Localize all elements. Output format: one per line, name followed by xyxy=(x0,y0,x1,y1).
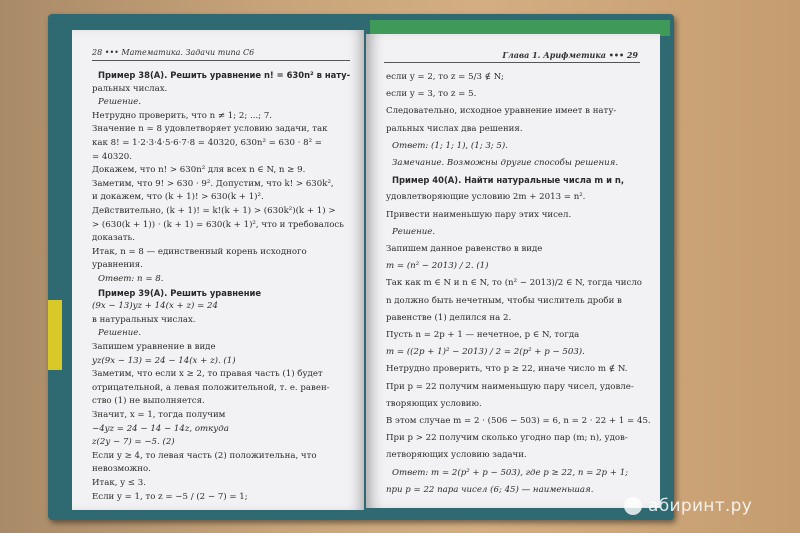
left-page-line: Решение. xyxy=(98,328,142,339)
right-page-line: Нетрудно проверить, что p ≥ 22, иначе число m ∉ N. xyxy=(386,364,628,375)
right-running-header: Глава 1. Арифметика ••• 29 xyxy=(502,50,638,60)
right-page-line: Пусть n = 2p + 1 — нечетное, p ∈ N, тогда xyxy=(386,330,580,340)
right-page-line: m = (n² − 2013) / 2. (1) xyxy=(386,261,489,272)
left-page-line: Значит, x = 1, тогда получим xyxy=(92,410,226,420)
left-page-line: и докажем, что (k + 1)! > 630(k + 1)². xyxy=(92,192,264,203)
left-page-line: в натуральных числах. xyxy=(92,314,196,325)
right-page-line: при p = 22 пара чисел (6; 45) — наименьшая. xyxy=(386,484,594,495)
left-page-line: Заметим, что если x ≥ 2, то правая часть (1) будет xyxy=(92,369,323,380)
cover-yellow-stripe xyxy=(48,300,62,370)
right-page-line: ральных числах два решения. xyxy=(386,123,523,134)
left-page-line: Если y = 1, то z = −5 / (2 − 7) = 1; xyxy=(92,491,248,502)
right-page-line: Запишем данное равенство в виде xyxy=(386,244,543,254)
left-page-line: yz(9x − 13) = 24 − 14(x + z). (1) xyxy=(92,355,236,366)
left-page-line: Заметим, что 9! > 630 · 9². Допустим, что k! > 630k², xyxy=(92,178,334,189)
left-page-line: доказать. xyxy=(92,233,135,244)
left-page-line: z(2y − 7) = −5. (2) xyxy=(92,437,175,448)
right-page-line: если y = 3, то z = 5. xyxy=(386,89,477,100)
right-page-line: Решение. xyxy=(392,226,436,237)
right-page-line: если y = 2, то z = 5/3 ∉ N; xyxy=(386,72,504,82)
watermark: абиринт.ру xyxy=(648,496,753,516)
left-page-line: отрицательной, а левая положительной, т. е. равен- xyxy=(92,382,330,393)
right-page-line: Пример 40(А). Найти натуральные числа m и n, xyxy=(392,175,625,186)
left-page-line: как 8! = 1·2·3·4·5·6·7·8 = 40320, 630n² = 630 · 8² = xyxy=(92,138,323,148)
left-page-line: Пример 39(А). Решить уравнение xyxy=(98,287,262,298)
right-page-line: Ответ: m = 2(p² + p − 503), где p ≥ 22, n = 2p + 1; xyxy=(392,467,629,478)
left-page-line: Запишем уравнение в виде xyxy=(92,342,216,352)
left-page xyxy=(72,30,364,510)
left-page-line: Докажем, что n! > 630n² для всех n ∈ N, n ≥ 9. xyxy=(92,165,306,176)
right-page-line: равенстве (1) делился на 2. xyxy=(386,312,512,323)
left-page-line: Значение n = 8 удовлетворяет условию задачи, так xyxy=(92,124,328,135)
left-page-line: Если y ≥ 4, то левая часть (2) положительна, что xyxy=(92,450,317,461)
left-page-line: Итак, y ≤ 3. xyxy=(92,478,146,488)
labirint-logo-icon xyxy=(624,497,642,515)
left-page-line: Нетрудно проверить, что n ≠ 1; 2; ...; 7. xyxy=(92,110,273,121)
left-page-line: ство (1) не выполняется. xyxy=(92,396,205,407)
left-page-line: Пример 38(А). Решить уравнение n! = 630n² в нату- xyxy=(98,70,351,80)
right-page-line: m = ((2p + 1)² − 2013) / 2 = 2(p² + p − 503). xyxy=(386,347,585,358)
right-page-line: При p > 22 получим сколько угодно пар (m; n), удов- xyxy=(386,433,628,444)
right-page-line: Ответ: (1; 1; 1), (1; 3; 5). xyxy=(392,140,508,151)
right-page-line: n должно быть нечетным, чтобы числитель дроби в xyxy=(386,295,622,306)
left-page-line: Действительно, (k + 1)! = k!(k + 1) > (630k²)(k + 1) > xyxy=(92,206,336,216)
right-page-line: удовлетворяющие условию 2m + 2013 = n². xyxy=(386,192,586,203)
left-page-line: > (630(k + 1)) · (k + 1) = 630(k + 1)², что и требовалось xyxy=(92,219,344,230)
left-page-line: Итак, n = 8 — единственный корень исходного xyxy=(92,246,307,257)
right-page-line: Так как m ∈ N и n ∈ N, то (n² − 2013)/2 ∈ N, тогда число xyxy=(386,278,642,289)
left-page-line: (9x − 13)yz + 14(x + z) = 24 xyxy=(92,301,218,312)
left-running-header: 28 ••• Математика. Задачи типа С6 xyxy=(92,48,255,57)
right-page-line: Привести наименьшую пару этих чисел. xyxy=(386,209,572,220)
right-page-line: При p = 22 получим наименьшую пару чисел, удовле- xyxy=(386,381,634,392)
left-page-line: Ответ: n = 8. xyxy=(98,274,164,284)
left-page-line: = 40320. xyxy=(92,151,133,162)
right-page-line: Замечание. Возможны другие способы решения. xyxy=(392,158,619,168)
right-page-line: В этом случае m = 2 · (506 − 503) = 6, n = 2 · 22 + 1 = 45. xyxy=(386,416,651,426)
left-page-line: ральных числах. xyxy=(92,83,168,94)
right-page xyxy=(366,34,660,508)
right-page-line: Следовательно, исходное уравнение имеет в нату- xyxy=(386,106,617,117)
right-header-rule xyxy=(384,62,640,63)
left-page-line: уравнения. xyxy=(92,260,143,271)
right-page-line: творяющих условию. xyxy=(386,398,482,409)
left-page-line: −4yz = 24 − 14 − 14z, откуда xyxy=(92,423,229,434)
left-header-rule xyxy=(92,60,350,61)
right-page-line: летворяющих условию задачи. xyxy=(386,450,527,461)
left-page-line: невозможно. xyxy=(92,464,151,475)
left-page-line: Решение. xyxy=(98,97,142,108)
